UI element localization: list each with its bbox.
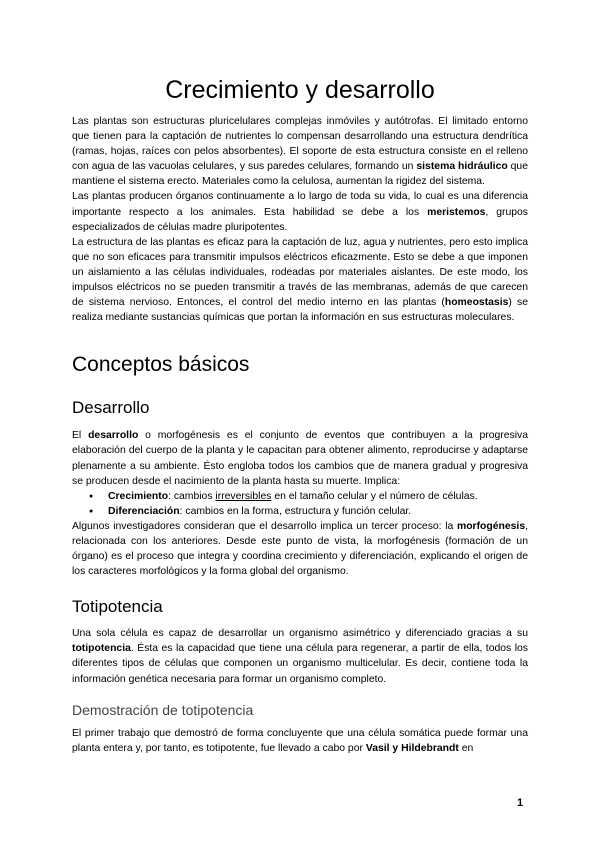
list-item: ● Crecimiento: cambios irreversibles en el tamaño celular y el número de células.: [72, 489, 528, 504]
bold-term: totipotencia: [72, 643, 131, 655]
intro-paragraph-2: Las plantas producen órganos continuamente a lo largo de toda su vida, lo cual es una diferencia importante respecto a los animales. Esta habilidad se debe a los meristemos, grupos especializados de células madre pluripotentes.: [72, 191, 528, 233]
bold-term: sistema hidráulico: [416, 161, 508, 173]
bold-term: desarrollo: [88, 430, 139, 442]
desarrollo-paragraph-1: El desarrollo o morfogénesis es el conjunto de eventos que contribuyen a la progresiva elaboración del cuerpo de la planta y le capacitan para obtener alimento, reproducirse y adaptarse plenamente a su ambiente. Ésto engloba todos los cambios que de manera gradual y progresiva se producen desde el nacimiento de la planta hasta su muerte. Implica:: [72, 430, 528, 487]
section-heading-conceptos: Conceptos básicos: [72, 353, 250, 377]
totipotencia-paragraph-1: Una sola célula es capaz de desarrollar un organismo asimétrico y diferenciado gracias a su totipotencia. Ésta es la capacidad que tiene una célula para regenerar, a partir de ella, todos los diferentes tipos de células que componen un organismo multicelular. Es decir, contiene toda la información genética necesaria para formar un organismo completo.: [72, 628, 528, 685]
subsubsection-heading-demostracion: Demostración de totipotencia: [72, 701, 254, 718]
list-item: ● Diferenciación: cambios en la forma, estructura y función celular.: [72, 504, 528, 519]
bold-term: meristemos: [427, 206, 486, 218]
desarrollo-bullet-list: [72, 489, 528, 519]
document-page: [72, 78, 528, 756]
intro-paragraph-3: La estructura de las plantas es eficaz para la captación de luz, agua y nutrientes, pero esto implica que no son eficaces para transmitir impulsos eléctricos eficazmente. Esto se debe a que imponen un aislamiento a las células individuales, rodeadas por materiales aislantes. De este modo, los impulsos eléctricos no se pueden transmitir a través de las membranas, además de que carecen de sistema nervioso. Entonces, el control del medio interno en las plantas (homeostasis) se realiza mediante sustancias químicas que portan la información en sus estructuras moleculares.: [72, 236, 529, 324]
subsection-heading-desarrollo: Desarrollo: [72, 398, 150, 418]
subsection-heading-totipotencia: Totipotencia: [72, 597, 163, 617]
bold-term: Vasil y Hildebrandt: [365, 742, 459, 754]
page-number: 1: [517, 797, 524, 809]
bold-term: morfogénesis: [456, 520, 526, 532]
demostracion-paragraph-1: El primer trabajo que demostró de forma concluyente que una célula somática puede formar una planta entera y, por tanto, es totipotente, fue llevado a cabo por Vasil y Hildebrandt en: [72, 727, 528, 754]
desarrollo-paragraph-2: Algunos investigadores consideran que el desarrollo implica un tercer proceso: la morfogénesis, relacionada con los anteriores. Desde este punto de vista, la morfogénesis (formación de un órgano) es el proceso que integra y coordina crecimiento y diferenciación, explicando el origen de los caracteres morfológicos y la forma global del organismo.: [72, 520, 528, 578]
intro-paragraph-1: Las plantas son estructuras pluricelulares complejas inmóviles y autótrofas. El limitado entorno que tienen para la captación de nutrientes lo compensan desarrollando una estructura dendrítica (ramas, hojas, raíces con pelos absorbentes). El soporte de esta estructura consiste en el relleno con agua de las vacuolas celulares, y sus paredes celulares, formando un sistema hidráulico que mantiene el sistema erecto. Materiales como la celulosa, aumentan la rigidez del sistema.: [72, 116, 528, 188]
document-title: Crecimiento y desarrollo: [165, 76, 435, 104]
bold-term: homeostasis: [444, 297, 509, 309]
